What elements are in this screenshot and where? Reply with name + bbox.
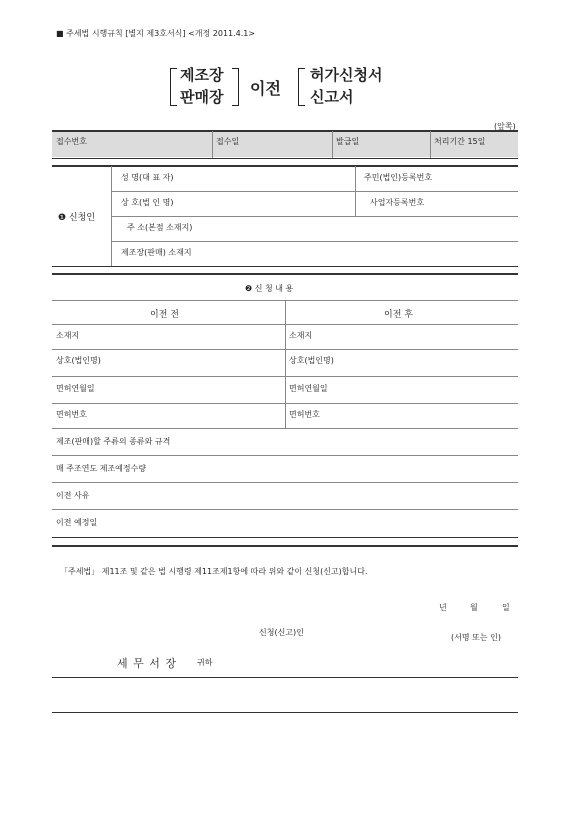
regulation-note: ■ 주세법 시행규칙 [별지 제3호서식] <개정 2011.4.1> (56, 29, 256, 38)
content-row-line-6 (52, 455, 518, 456)
applicant-row-line-2 (111, 216, 518, 217)
title-relocation: 이전 (250, 79, 281, 98)
after-header: 이전 후 (384, 310, 413, 320)
footer-line-1 (52, 677, 518, 678)
title-right-bracket (298, 68, 305, 106)
plant-address-label: 제조장(판매) 소재지 (121, 248, 192, 257)
business-number-label: 사업자등록번호 (370, 198, 425, 207)
processing-period-label: 처리기간 15일 (434, 137, 486, 146)
content-section-label: ❷ 신 청 내 용 (245, 284, 294, 293)
title-left-bracket-close (232, 68, 239, 106)
after-license-date-label: 면허연월일 (289, 384, 328, 393)
day-label: 일 (502, 603, 510, 612)
content-row-line-8 (52, 509, 518, 510)
receipt-divider-1 (212, 131, 213, 158)
applicant-top-line (52, 165, 518, 167)
tax-office-head: 세 무 서 장 (117, 657, 177, 670)
after-license-number-label: 면허번호 (289, 410, 320, 419)
signature-note: (서명 또는 인) (451, 633, 501, 642)
relocation-reason-label: 이전 사유 (56, 491, 90, 500)
receipt-number-label: 접수번호 (56, 137, 87, 146)
before-trade-name-label: 상호(법인명) (56, 356, 101, 365)
content-bottom-line (52, 537, 518, 538)
planned-quantity-label: 매 주조연도 제조예정수량 (56, 464, 147, 473)
applicant-bottom-line (52, 266, 518, 267)
before-after-divider (285, 300, 286, 428)
before-license-date-label: 면허연월일 (56, 384, 95, 393)
before-license-number-label: 면허번호 (56, 410, 87, 419)
content-row-line-4 (52, 403, 518, 404)
trade-name-label: 상 호(법 인 명) (121, 198, 174, 207)
title-left-bracket (170, 68, 177, 106)
name-label: 성 명(대 표 자) (121, 173, 174, 182)
title-shop: 판매장 (180, 88, 224, 106)
receipt-bottom-line (52, 158, 518, 159)
address-label: 주 소(본점 소재지) (127, 223, 193, 232)
resident-number-label: 주민(법인)등록번호 (364, 173, 433, 182)
receipt-divider-3 (430, 131, 431, 158)
year-label: 년 (439, 603, 447, 612)
issue-date-label: 발급일 (336, 137, 360, 146)
receipt-date-label: 접수일 (216, 137, 240, 146)
month-label: 월 (470, 603, 478, 612)
title-permit-application: 허가신청서 (310, 66, 383, 84)
content-row-line-1 (52, 324, 518, 325)
planned-date-label: 이전 예정일 (56, 518, 98, 527)
content-top-line (52, 273, 518, 275)
page-side-label: (앞쪽) (494, 122, 516, 131)
content-row-line-3 (52, 376, 518, 377)
applicant-row-line-3 (111, 241, 518, 242)
applicant-signature-label: 신청(신고)인 (259, 628, 304, 637)
title-plant: 제조장 (180, 66, 224, 84)
liquor-kind-label: 제조(판매)할 주류의 종류와 규격 (56, 437, 171, 446)
title-report: 신고서 (310, 88, 354, 106)
addressee-suffix: 귀하 (197, 658, 213, 667)
declaration-statement: 「주세법」 제11조 및 같은 법 시행령 제11조제1항에 따라 위와 같이 신청(신고)합니다. (60, 567, 368, 576)
footer-line-2 (52, 712, 518, 713)
receipt-top-line (52, 130, 518, 132)
receipt-divider-2 (332, 131, 333, 158)
content-row-line-7 (52, 482, 518, 483)
applicant-section-label: ❶ 신청인 (58, 213, 96, 223)
before-header: 이전 전 (150, 310, 179, 320)
after-location-label: 소재지 (289, 331, 313, 340)
content-row-line-2 (52, 349, 518, 350)
content-row-line-5 (52, 428, 518, 429)
applicant-row-line-1 (111, 191, 518, 192)
before-location-label: 소재지 (56, 331, 80, 340)
declaration-top-line (52, 545, 518, 547)
after-trade-name-label: 상호(법인명) (289, 356, 334, 365)
